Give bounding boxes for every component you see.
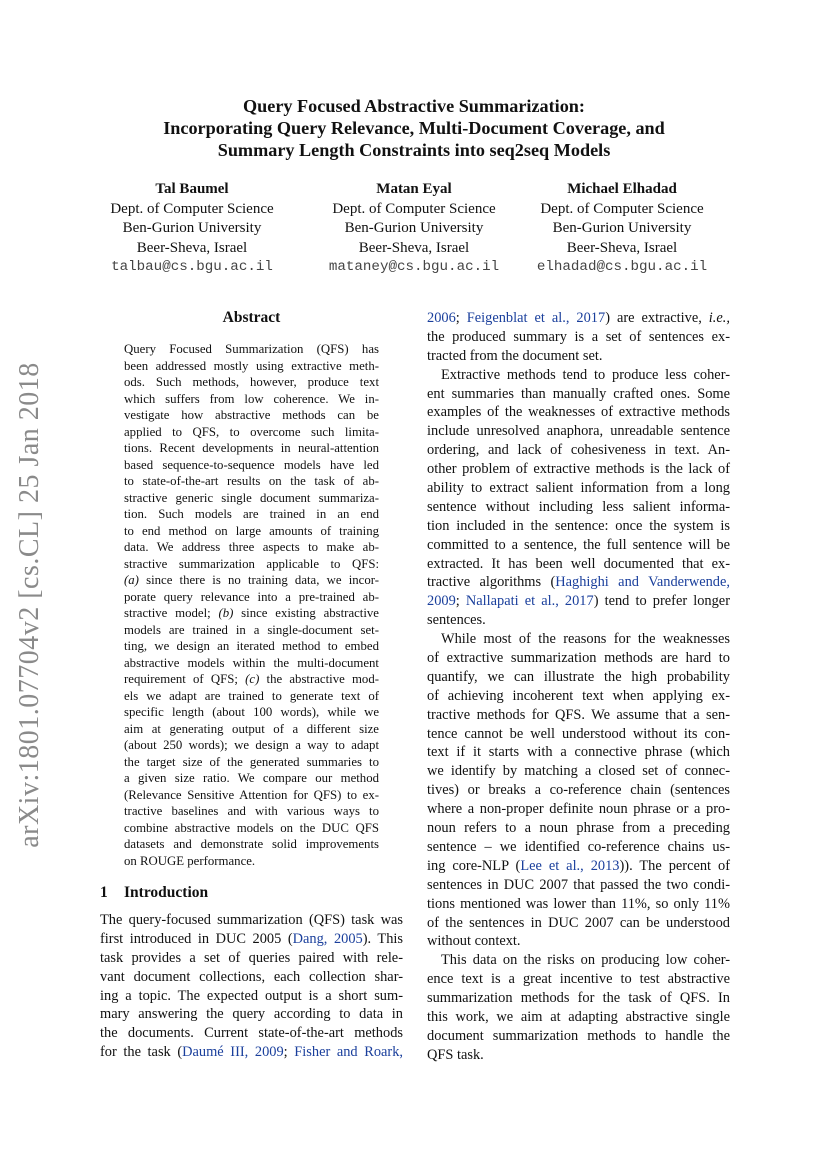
author-dept: Dept. of Computer Science bbox=[332, 200, 496, 217]
text-line: vestigate how abstractive methods can be bbox=[124, 408, 379, 422]
author-dept: Dept. of Computer Science bbox=[540, 200, 704, 217]
text-line: without context. bbox=[427, 933, 521, 950]
text-line: tence cannot be well understood without its con- bbox=[427, 725, 730, 742]
text-line: datasets and demonstrate solid improvements bbox=[124, 837, 379, 851]
author-city: Beer-Sheva, Israel bbox=[358, 239, 470, 256]
title-line-3: Summary Length Constraints into seq2seq Models bbox=[217, 140, 611, 160]
author-name: Matan Eyal bbox=[376, 181, 452, 197]
text-line: sentences. bbox=[427, 612, 486, 629]
text-line: requirement of QFS; (c) the abstractive mod- bbox=[124, 672, 379, 686]
text-line: tions. Recent developments in neural-attention bbox=[124, 441, 379, 455]
arxiv-id: arXiv:1801.07704v2 [cs.CL] 25 Jan 2018 bbox=[14, 362, 45, 848]
author-email[interactable]: mataney@cs.bgu.ac.il bbox=[328, 259, 500, 275]
cite-nallapati[interactable]: Nallapati et al., 2017 bbox=[465, 593, 594, 610]
text-line: els we adapt are trained to generate text of bbox=[124, 688, 379, 703]
cite-lee[interactable]: Lee et al., 2013 bbox=[520, 857, 620, 874]
text-line: extracted. It has been well documented that ex- bbox=[427, 555, 730, 572]
text-line: tractive baselines and with various ways to bbox=[124, 804, 379, 818]
text-line: first introduced in DUC 2005 (Dang, 2005). This bbox=[100, 930, 403, 947]
text-line: text if it starts with a connective phrase (which bbox=[427, 744, 730, 761]
text-line: this work, we aim at adapting abstractive single bbox=[427, 1008, 730, 1025]
text-line: vant document collections, each collection shar- bbox=[100, 968, 403, 985]
cite-fisher[interactable]: Fisher and Roark, bbox=[294, 1044, 403, 1061]
text-line: Query Focused Summarization (QFS) has bbox=[124, 342, 379, 356]
author-name: Tal Baumel bbox=[155, 181, 229, 197]
author-email[interactable]: elhadad@cs.bgu.ac.il bbox=[536, 259, 708, 275]
cite-fisher-year[interactable]: 2006 bbox=[427, 310, 456, 326]
text-line: we identify by matching a closed set of connec- bbox=[427, 763, 730, 780]
text-line: the documents. Current state-of-the-art methods bbox=[100, 1025, 403, 1042]
text-line: Extractive methods tend to produce less coher- bbox=[441, 366, 730, 383]
text-line: data. We address three aspects to make ab- bbox=[124, 540, 379, 554]
author-univ: Ben-Gurion University bbox=[344, 220, 484, 236]
text-line: summarization methods for the task of QFS. In bbox=[427, 990, 730, 1007]
text-line: of extractive summarization methods are hard to bbox=[427, 650, 730, 667]
abstract-body bbox=[124, 341, 379, 869]
cite-dang[interactable]: Dang, 2005 bbox=[292, 930, 363, 947]
cite-feigenblat[interactable]: Feigenblat et al., 2017 bbox=[466, 310, 606, 326]
text-line: stractive summarization applicable to QFS: bbox=[124, 556, 379, 571]
text-line: to end method on large amounts of training bbox=[124, 523, 379, 538]
text-line: specific length (about 100 words), while we bbox=[124, 705, 379, 719]
text-line: ting, we design an iterated method to embed bbox=[124, 639, 379, 653]
intro-body bbox=[100, 911, 403, 1062]
text-line: to state-of-the-art results on the task of ab- bbox=[124, 474, 379, 488]
cite-haghighi[interactable]: Haghighi and Vanderwende, bbox=[555, 574, 730, 591]
text-line: document summarization methods to handle the bbox=[427, 1027, 730, 1044]
author-1 bbox=[82, 180, 302, 278]
text-line: of achieving incoherent text when applying ex- bbox=[427, 687, 730, 704]
text-line: models are trained in a single-document set- bbox=[124, 622, 379, 637]
text-line: committed to a sentence, the full sentence will be bbox=[427, 536, 730, 553]
text-line: the target size of the generated summaries to bbox=[124, 754, 379, 769]
text-line: include unresolved anaphora, unreadable sentence bbox=[427, 423, 730, 440]
title-line-2: Incorporating Query Relevance, Multi-Document Coverage, and bbox=[163, 118, 665, 138]
cite-haghighi-year[interactable]: 2009 bbox=[427, 593, 456, 610]
text-line: other problem of extractive methods is the lack of bbox=[427, 461, 730, 478]
text-line: based sequence-to-sequence models have led bbox=[124, 457, 379, 472]
text-line: where a non-proper definite noun phrase or a pro- bbox=[427, 801, 730, 818]
text-line: mary answering the query according to data in bbox=[100, 1006, 403, 1023]
author-univ: Ben-Gurion University bbox=[122, 220, 262, 236]
text-line: ence text is a great incentive to test abstractive bbox=[427, 971, 730, 988]
text-line: which suffers from low coherence. We in- bbox=[124, 391, 379, 406]
text-line: QFS task. bbox=[427, 1046, 484, 1063]
text-line: ordering, and lack of cohesiveness in text. An- bbox=[427, 442, 730, 459]
text-line: sentence without including less salient informa- bbox=[427, 498, 730, 515]
text-line: applied to QFS, to overcome such limita- bbox=[124, 424, 379, 439]
text-line: tion. Such models are trained in an end bbox=[124, 507, 379, 521]
text-line: porate query relevance into a pre-trained ab- bbox=[124, 589, 379, 604]
author-name: Michael Elhadad bbox=[567, 181, 677, 197]
text-line: ing a topic. The expected output is a short sum- bbox=[100, 987, 403, 1004]
text-line: (about 250 words); we design a way to adapt bbox=[124, 738, 379, 752]
author-dept: Dept. of Computer Science bbox=[110, 200, 274, 217]
text-line: ing core-NLP (Lee et al., 2013)). The percent of bbox=[427, 857, 730, 874]
text-line: been addressed mostly using extractive meth- bbox=[124, 358, 379, 373]
text-line: While most of the reasons for the weaknesses bbox=[441, 631, 730, 648]
section-number: 1 bbox=[100, 884, 108, 901]
text-line: sentences in DUC 2007 that passed the two condi- bbox=[427, 876, 730, 893]
text-line: ods. Such methods, however, produce text bbox=[124, 375, 379, 389]
author-city: Beer-Sheva, Israel bbox=[566, 239, 678, 256]
text-line: task provides a set of queries paired with rele- bbox=[100, 949, 403, 966]
text-line: sentence – we identified co-reference chains us- bbox=[427, 838, 730, 855]
text-line: The query-focused summarization (QFS) task was bbox=[100, 912, 403, 928]
text-line: ability to extract salient information from a long bbox=[427, 480, 730, 497]
text-line: stractive model; (b) since existing abstractive bbox=[124, 606, 379, 620]
text-line: examples of the weaknesses of extractive methods bbox=[427, 404, 730, 421]
paper-title bbox=[100, 95, 728, 161]
text-line: (Relevance Sensitive Attention for QFS) to ex- bbox=[124, 787, 379, 802]
text-line: tractive methods for QFS. We assume that a sen- bbox=[427, 706, 730, 723]
author-2 bbox=[304, 180, 524, 278]
author-univ: Ben-Gurion University bbox=[552, 220, 692, 236]
author-email[interactable]: talbau@cs.bgu.ac.il bbox=[111, 259, 273, 275]
text-line: noun refers to a noun phrase from a preceding bbox=[427, 820, 730, 837]
author-3 bbox=[512, 180, 732, 278]
text-line: abstractive models within the multi-document bbox=[124, 655, 379, 670]
text-line: tion included in the sentence: once the system is bbox=[427, 517, 730, 534]
text-line: aim at generating output of a different size bbox=[124, 721, 379, 736]
text-line: tractive algorithms (Haghighi and Vanderwende, bbox=[427, 574, 730, 591]
text-line: a given size ratio. We compare our method bbox=[124, 771, 379, 785]
text-line: on ROUGE performance. bbox=[124, 853, 256, 868]
text-line: tives) or breaks a co-reference chain (sentences bbox=[427, 782, 730, 799]
text-line: 2006; Feigenblat et al., 2017) are extractive, i.e., bbox=[427, 310, 730, 326]
arxiv-sidebar-stamp bbox=[8, 360, 52, 850]
section-title: Introduction bbox=[124, 884, 209, 901]
abstract-heading: Abstract bbox=[222, 309, 281, 326]
text-line: quantify, we can illustrate the high probability bbox=[427, 668, 730, 685]
text-line: ent summaries than manually crafted ones. Some bbox=[427, 385, 730, 402]
title-line-1: Query Focused Abstractive Summarization: bbox=[243, 96, 585, 116]
text-line: stractive generic single document summariza- bbox=[124, 490, 379, 505]
cite-daume[interactable]: Daumé III, 2009 bbox=[182, 1044, 284, 1061]
author-city: Beer-Sheva, Israel bbox=[136, 239, 248, 256]
text-line: of the sentences in DUC 2007 can be understood bbox=[427, 914, 730, 931]
text-line: tions mentioned was lower than 11%, so only 11% bbox=[427, 895, 730, 912]
text-line: combine abstractive models on the DUC QFS bbox=[124, 820, 379, 835]
text-line: tracted from the document set. bbox=[427, 347, 603, 364]
text-line: This data on the risks on producing low coher- bbox=[441, 952, 730, 969]
text-line: for the task (Daumé III, 2009; Fisher and Roark, bbox=[100, 1044, 403, 1061]
text-line: 2009; Nallapati et al., 2017) tend to prefer longer bbox=[427, 593, 730, 610]
text-line: (a) since there is no training data, we incor- bbox=[124, 573, 379, 587]
section-heading bbox=[100, 884, 208, 902]
right-column-body bbox=[427, 309, 730, 1065]
text-line: the produced summary is a set of sentences ex- bbox=[427, 328, 730, 345]
